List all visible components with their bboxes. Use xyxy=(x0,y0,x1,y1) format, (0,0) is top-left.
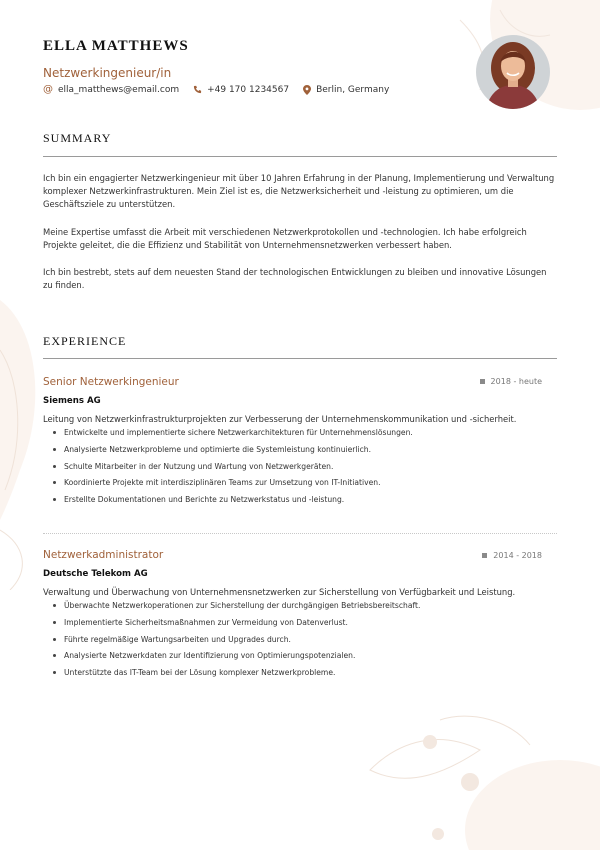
list-item: Analysierte Netzwerkprobleme und optimierte die Systemleistung kontinuierlich. xyxy=(53,445,413,462)
job-dates-text: 2014 - 2018 xyxy=(493,551,542,560)
contact-phone[interactable] xyxy=(193,85,289,95)
job-description: Leitung von Netzwerkinfrastrukturprojekten zur Verbesserung der Unternehmenskommunikation und -sicherheit. xyxy=(43,414,517,424)
job-dates xyxy=(480,377,542,386)
list-item: Schulte Mitarbeiter in der Nutzung und Wartung von Netzwerkgeräten. xyxy=(53,462,413,479)
list-item: Erstellte Dokumentationen und Berichte zu Netzwerkstatus und -leistung. xyxy=(53,495,413,512)
phone-icon xyxy=(193,85,202,94)
list-item: Implementierte Sicherheitsmaßnahmen zur Vermeidung von Datenverlust. xyxy=(53,618,420,635)
contact-location xyxy=(303,85,389,95)
list-item: Analysierte Netzwerkdaten zur Identifizierung von Optimierungspotenzialen. xyxy=(53,651,420,668)
at-icon: @ xyxy=(43,84,53,95)
list-item: Unterstützte das IT-Team bei der Lösung komplexer Netzwerkprobleme. xyxy=(53,668,420,685)
experience-heading: EXPERIENCE xyxy=(43,334,127,348)
phone-text: +49 170 1234567 xyxy=(207,84,290,95)
experience-divider xyxy=(43,358,557,359)
company-name: Deutsche Telekom AG xyxy=(43,569,148,579)
location-text: Berlin, Germany xyxy=(316,84,390,95)
summary-paragraph-3: Ich bin bestrebt, stets auf dem neuesten Stand der technologischen Entwicklungen zu bleiben und innovative Lösungen zu finden. xyxy=(43,267,547,290)
contact-row xyxy=(43,84,403,95)
location-pin-icon xyxy=(303,85,311,95)
avatar xyxy=(476,35,550,109)
list-item: Koordinierte Projekte mit interdisziplinären Teams zur Umsetzung von IT-Initiativen. xyxy=(53,478,413,495)
email-text: ella_matthews@email.com xyxy=(58,84,180,95)
list-item: Überwachte Netzwerkoperationen zur Sicherstellung der durchgängigen Betriebsbereitschaft. xyxy=(53,601,420,618)
job-role: Netzwerkingenieur/in xyxy=(43,66,172,80)
summary-heading: SUMMARY xyxy=(43,131,112,145)
calendar-square-icon xyxy=(482,553,487,558)
job-title: Senior Netzwerkingenieur xyxy=(43,376,179,388)
decor-bottom-right xyxy=(360,700,600,850)
job-description: Verwaltung und Überwachung von Unternehmensnetzwerken zur Sicherstellung von Verfügbarkeit und Leistung. xyxy=(43,587,516,597)
job-title: Netzwerkadministrator xyxy=(43,549,164,561)
job-separator xyxy=(43,533,557,534)
summary-paragraph-1: Ich bin ein engagierter Netzwerkingenieur mit über 10 Jahren Erfahrung in der Planung, Implementierung und Verwaltung komplexer Netzwerkinfrastrukturen. Mein Ziel ist es, die Netzwerksicherheit und -leistung zu optimieren, um die Geschäftsziele zu unterstützen. xyxy=(43,173,555,209)
calendar-square-icon xyxy=(480,379,485,384)
job-bullets xyxy=(53,601,420,685)
summary-divider xyxy=(43,156,557,157)
company-name: Siemens AG xyxy=(43,396,101,406)
list-item: Entwickelte und implementierte sichere Netzwerkarchitekturen für Unternehmenslösungen. xyxy=(53,428,413,445)
list-item: Führte regelmäßige Wartungsarbeiten und Upgrades durch. xyxy=(53,635,420,652)
contact-email[interactable] xyxy=(43,84,179,95)
job-dates-text: 2018 - heute xyxy=(490,377,542,386)
summary-paragraph-2: Meine Expertise umfasst die Arbeit mit verschiedenen Netzwerkprotokollen und -technologien. Ich habe erfolgreich Projekte geleitet, die die Effizienz und Stabilität von Unternehmensnetzwerken verbessert haben. xyxy=(43,227,527,250)
job-dates xyxy=(482,551,542,560)
candidate-name: ELLA MATTHEWS xyxy=(43,38,189,54)
job-bullets xyxy=(53,428,413,512)
